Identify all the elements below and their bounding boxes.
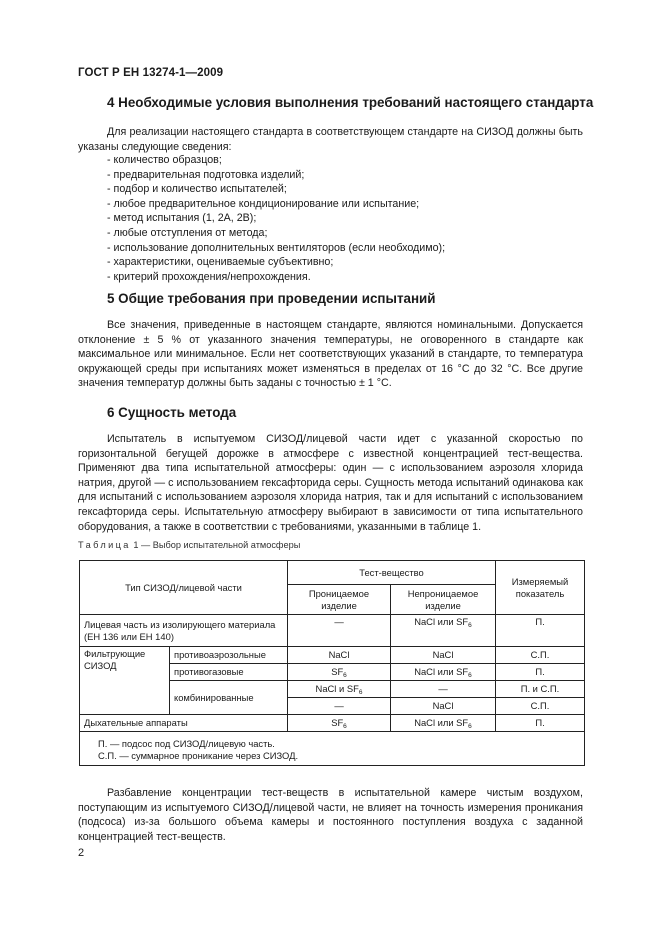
section-5-paragraph: Все значения, приведенные в настоящем стандарте, являются номинальными. Допускается отклонение ± 5 % от указанного значения температуры, не оговоренного в стандарте как максимальное или минимальное. Если нет соответствующих указаний в стандарте, то температура окружающей среды при испытаниях может изменяться в пределах от 16 °С до 32 °С. Все другие значения температур должны быть заданы с точностью ± 1 °С.	[78, 319, 583, 390]
list-item: - метод испытания (1, 2А, 2В);	[107, 211, 445, 226]
table-caption-word: Таблица	[78, 540, 131, 550]
list-item: - любое предварительное кондиционирование или испытание;	[107, 197, 445, 212]
row-combined-2-impenetrable: NaCl	[391, 698, 496, 715]
table-note: П. — подсос под СИЗОД/лицевую часть.	[98, 738, 275, 749]
closing-paragraph: Разбавление концентрации тест-веществ в испытательной камере чистым воздухом, поступающим из испытуемого СИЗОД/лицевой части, не влияет на точность измерения проникания (подсоса) из-за большого объема камеры и постоянного поступления воздуха с заданной концентрацией тест-веществ.	[78, 787, 583, 843]
table-header-row	[80, 561, 585, 585]
section-5-title: 5 Общие требования при проведении испытаний	[107, 291, 436, 306]
row-combined-2-measured: С.П.	[496, 698, 585, 715]
table-row	[80, 647, 585, 664]
section-6-title: 6 Сущность метода	[107, 405, 237, 420]
table-row	[80, 615, 585, 647]
table-note: С.П. — суммарное проникание через СИЗОД.	[98, 749, 299, 761]
table-caption-text: 1 — Выбор испытательной атмосферы	[130, 540, 301, 550]
header-measured: Измеряемый показатель	[496, 561, 585, 615]
row-antiaerosol-measured: С.П.	[496, 647, 585, 664]
table-row	[80, 715, 585, 732]
row-breathing-label: Дыхательные аппараты	[80, 715, 288, 732]
section-4-title: 4 Необходимые условия выполнения требований настоящего стандарта	[107, 95, 594, 110]
table-notes-row	[80, 732, 585, 766]
row-antigas-penetrable: $SF_6$	[288, 664, 391, 681]
page-number: 2	[78, 847, 85, 859]
table-1-test-atmosphere	[79, 560, 585, 766]
row-breathing-penetrable: $SF_6$	[288, 715, 391, 732]
row-breathing-impenetrable: NaCl или $SF_6$	[391, 715, 496, 732]
row-antiaerosol-impenetrable: NaCl	[391, 647, 496, 664]
list-item: - любые отступления от метода;	[107, 226, 445, 241]
row-antiaerosol-label: противоаэрозольные	[170, 647, 288, 664]
header-impenetrable: Непроницаемое изделие	[391, 585, 496, 615]
list-item: - подбор и количество испытателей;	[107, 182, 445, 197]
row-antiaerosol-penetrable: NaCl	[288, 647, 391, 664]
row-combined-1-impenetrable: —	[391, 681, 496, 698]
row-breathing-measured: П.	[496, 715, 585, 732]
section-4-intro: Для реализации настоящего стандарта в соответствующем стандарте на СИЗОД должны быть указаны следующие сведения:	[78, 126, 583, 153]
row-insulating-measured: П.	[496, 615, 585, 647]
row-combined-2-penetrable: —	[288, 698, 391, 715]
section-6-paragraph: Испытатель в испытуемом СИЗОД/лицевой части идет с указанной скоростью по горизонтальной бегущей дорожке в атмосфере с известной концентрацией тест-вещества. Применяют два типа испытательной атмосферы: один — с использованием аэрозоля хлорида натрия, другой — с использованием гексафторида серы. Сущность метода испытаний одинакова как для испытаний с использованием аэрозоля хлорида натрия, так и для испытаний с использованием гексафторида серы. Испытательную атмосферу выбирают в зависимости от типа испытательного оборудования, а также в соответствии с требованиями, указанными в таблице 1.	[78, 433, 583, 533]
list-item: - предварительная подготовка изделий;	[107, 168, 445, 183]
row-combined-1-penetrable: NaCl и $SF_6$	[288, 681, 391, 698]
table-1-caption	[78, 540, 300, 550]
row-insulating-impenetrable: NaCl или $SF_6$	[391, 615, 496, 647]
header-type: Тип СИЗОД/лицевой части	[80, 561, 288, 615]
header-penetrable: Проницаемое изделие	[288, 585, 391, 615]
row-antigas-measured: П.	[496, 664, 585, 681]
section-4-requirements-list	[107, 153, 445, 284]
row-antigas-label: противогазовые	[170, 664, 288, 681]
row-insulating-penetrable: —	[288, 615, 391, 647]
list-item: - использование дополнительных вентиляторов (если необходимо);	[107, 241, 445, 256]
standard-code-header: ГОСТ Р ЕН 13274-1—2009	[78, 67, 224, 79]
list-item: - характеристики, оцениваемые субъективно;	[107, 255, 445, 270]
row-insulating-label: Лицевая часть из изолирующего материала (ЕН 136 или ЕН 140)	[80, 615, 288, 647]
table-notes	[80, 732, 585, 766]
header-test-substance: Тест-вещество	[288, 561, 496, 585]
list-item: - критерий прохождения/непрохождения.	[107, 270, 445, 285]
list-item: - количество образцов;	[107, 153, 445, 168]
row-filtering-label: Фильтрующие СИЗОД	[80, 647, 170, 715]
row-combined-1-measured: П. и С.П.	[496, 681, 585, 698]
row-combined-label: комбинированные	[170, 681, 288, 715]
row-antigas-impenetrable: NaCl или $SF_6$	[391, 664, 496, 681]
